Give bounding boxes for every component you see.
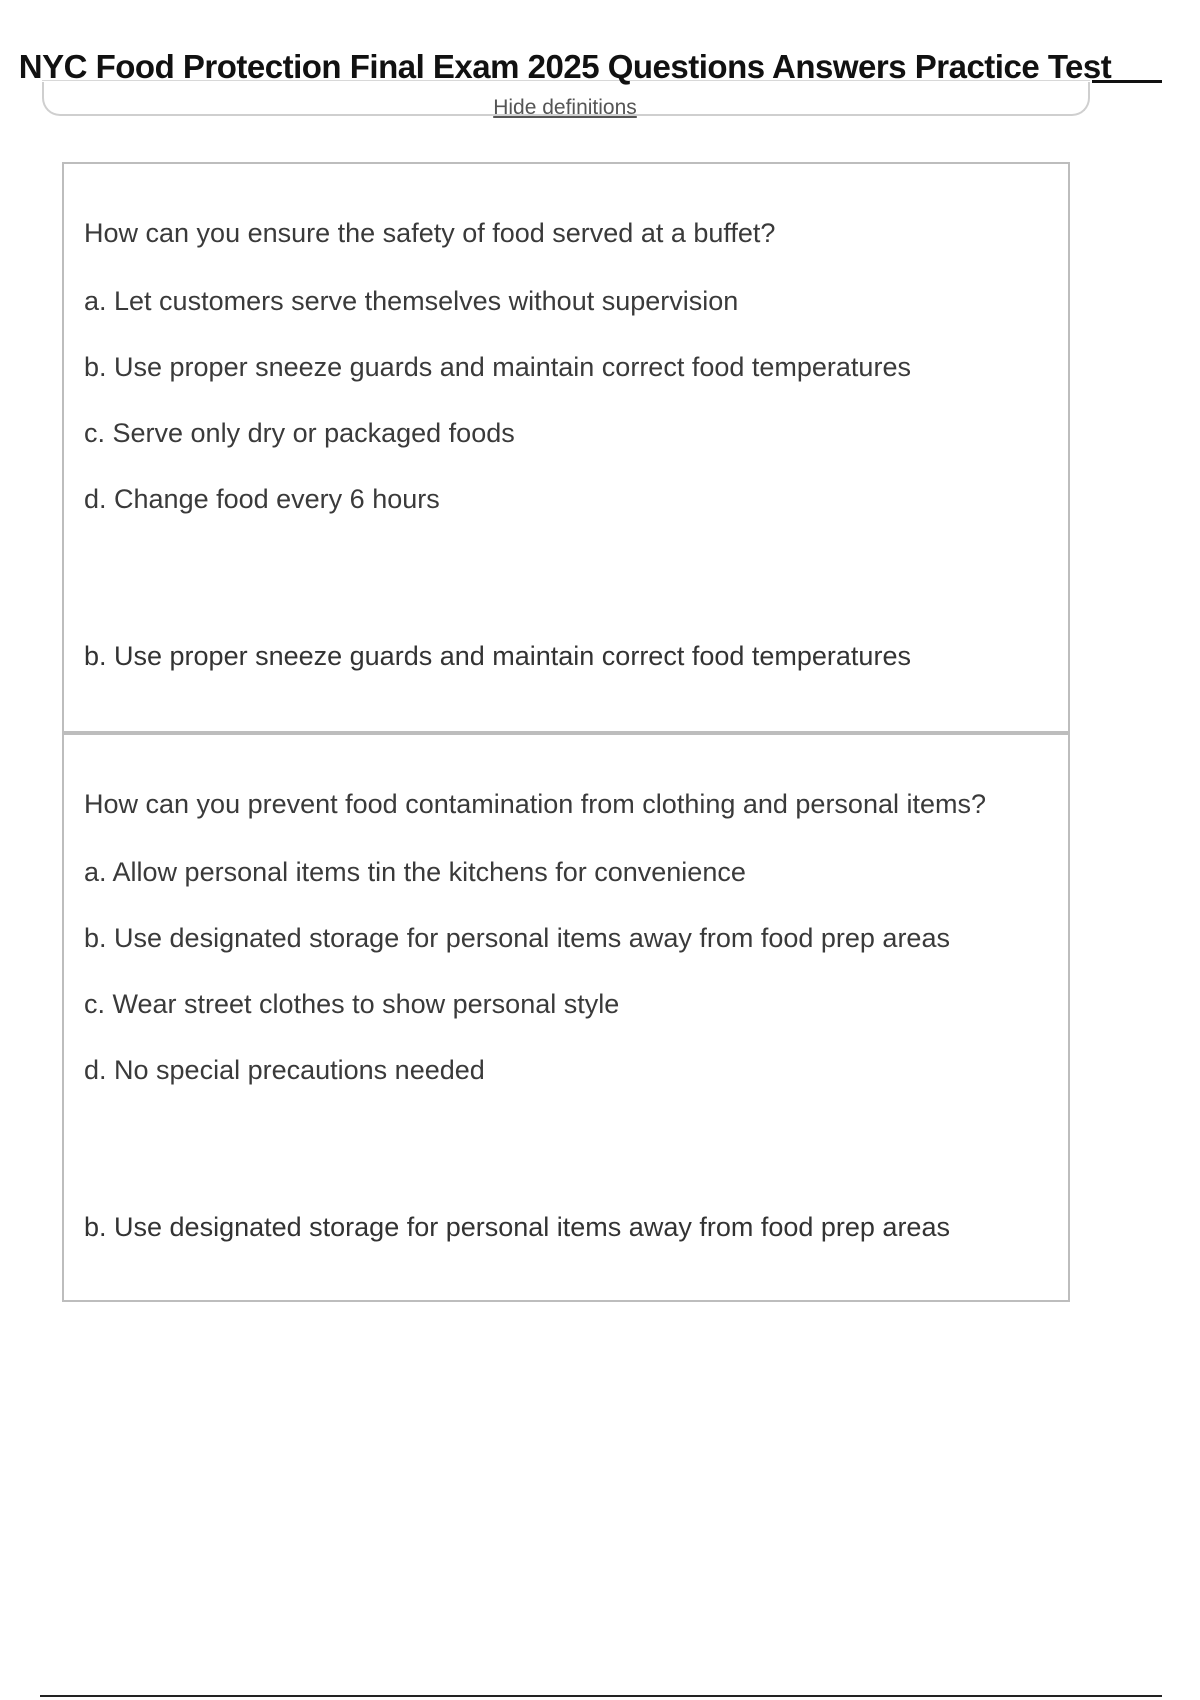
answer-text: b. Use designated storage for personal items away from food prep areas bbox=[84, 1212, 950, 1242]
option-a: a. Let customers serve themselves without supervision bbox=[84, 286, 739, 316]
footer-rule bbox=[40, 1695, 1162, 1697]
flashcard-1[interactable] bbox=[62, 162, 1070, 733]
option-c: c. Wear street clothes to show personal style bbox=[84, 989, 620, 1019]
option-c: c. Serve only dry or packaged foods bbox=[84, 418, 515, 448]
option-b: b. Use designated storage for personal items away from food prep areas bbox=[84, 923, 950, 953]
options-list bbox=[84, 856, 950, 1120]
flashcard-2[interactable] bbox=[62, 733, 1070, 1302]
answer-text: b. Use proper sneeze guards and maintain correct food temperatures bbox=[84, 641, 911, 671]
option-d: d. Change food every 6 hours bbox=[84, 484, 440, 514]
option-a: a. Allow personal items tin the kitchens for convenience bbox=[84, 857, 746, 887]
option-b: b. Use proper sneeze guards and maintain correct food temperatures bbox=[84, 352, 911, 382]
options-list bbox=[84, 285, 911, 549]
page-title: NYC Food Protection Final Exam 2025 Questions Answers Practice Test bbox=[18, 48, 1112, 85]
option-d: d. No special precautions needed bbox=[84, 1055, 485, 1085]
question-text: How can you ensure the safety of food served at a buffet? bbox=[84, 218, 776, 248]
question-text: How can you prevent food contamination from clothing and personal items? bbox=[84, 789, 987, 819]
hide-definitions-link[interactable]: Hide definitions bbox=[493, 96, 637, 119]
